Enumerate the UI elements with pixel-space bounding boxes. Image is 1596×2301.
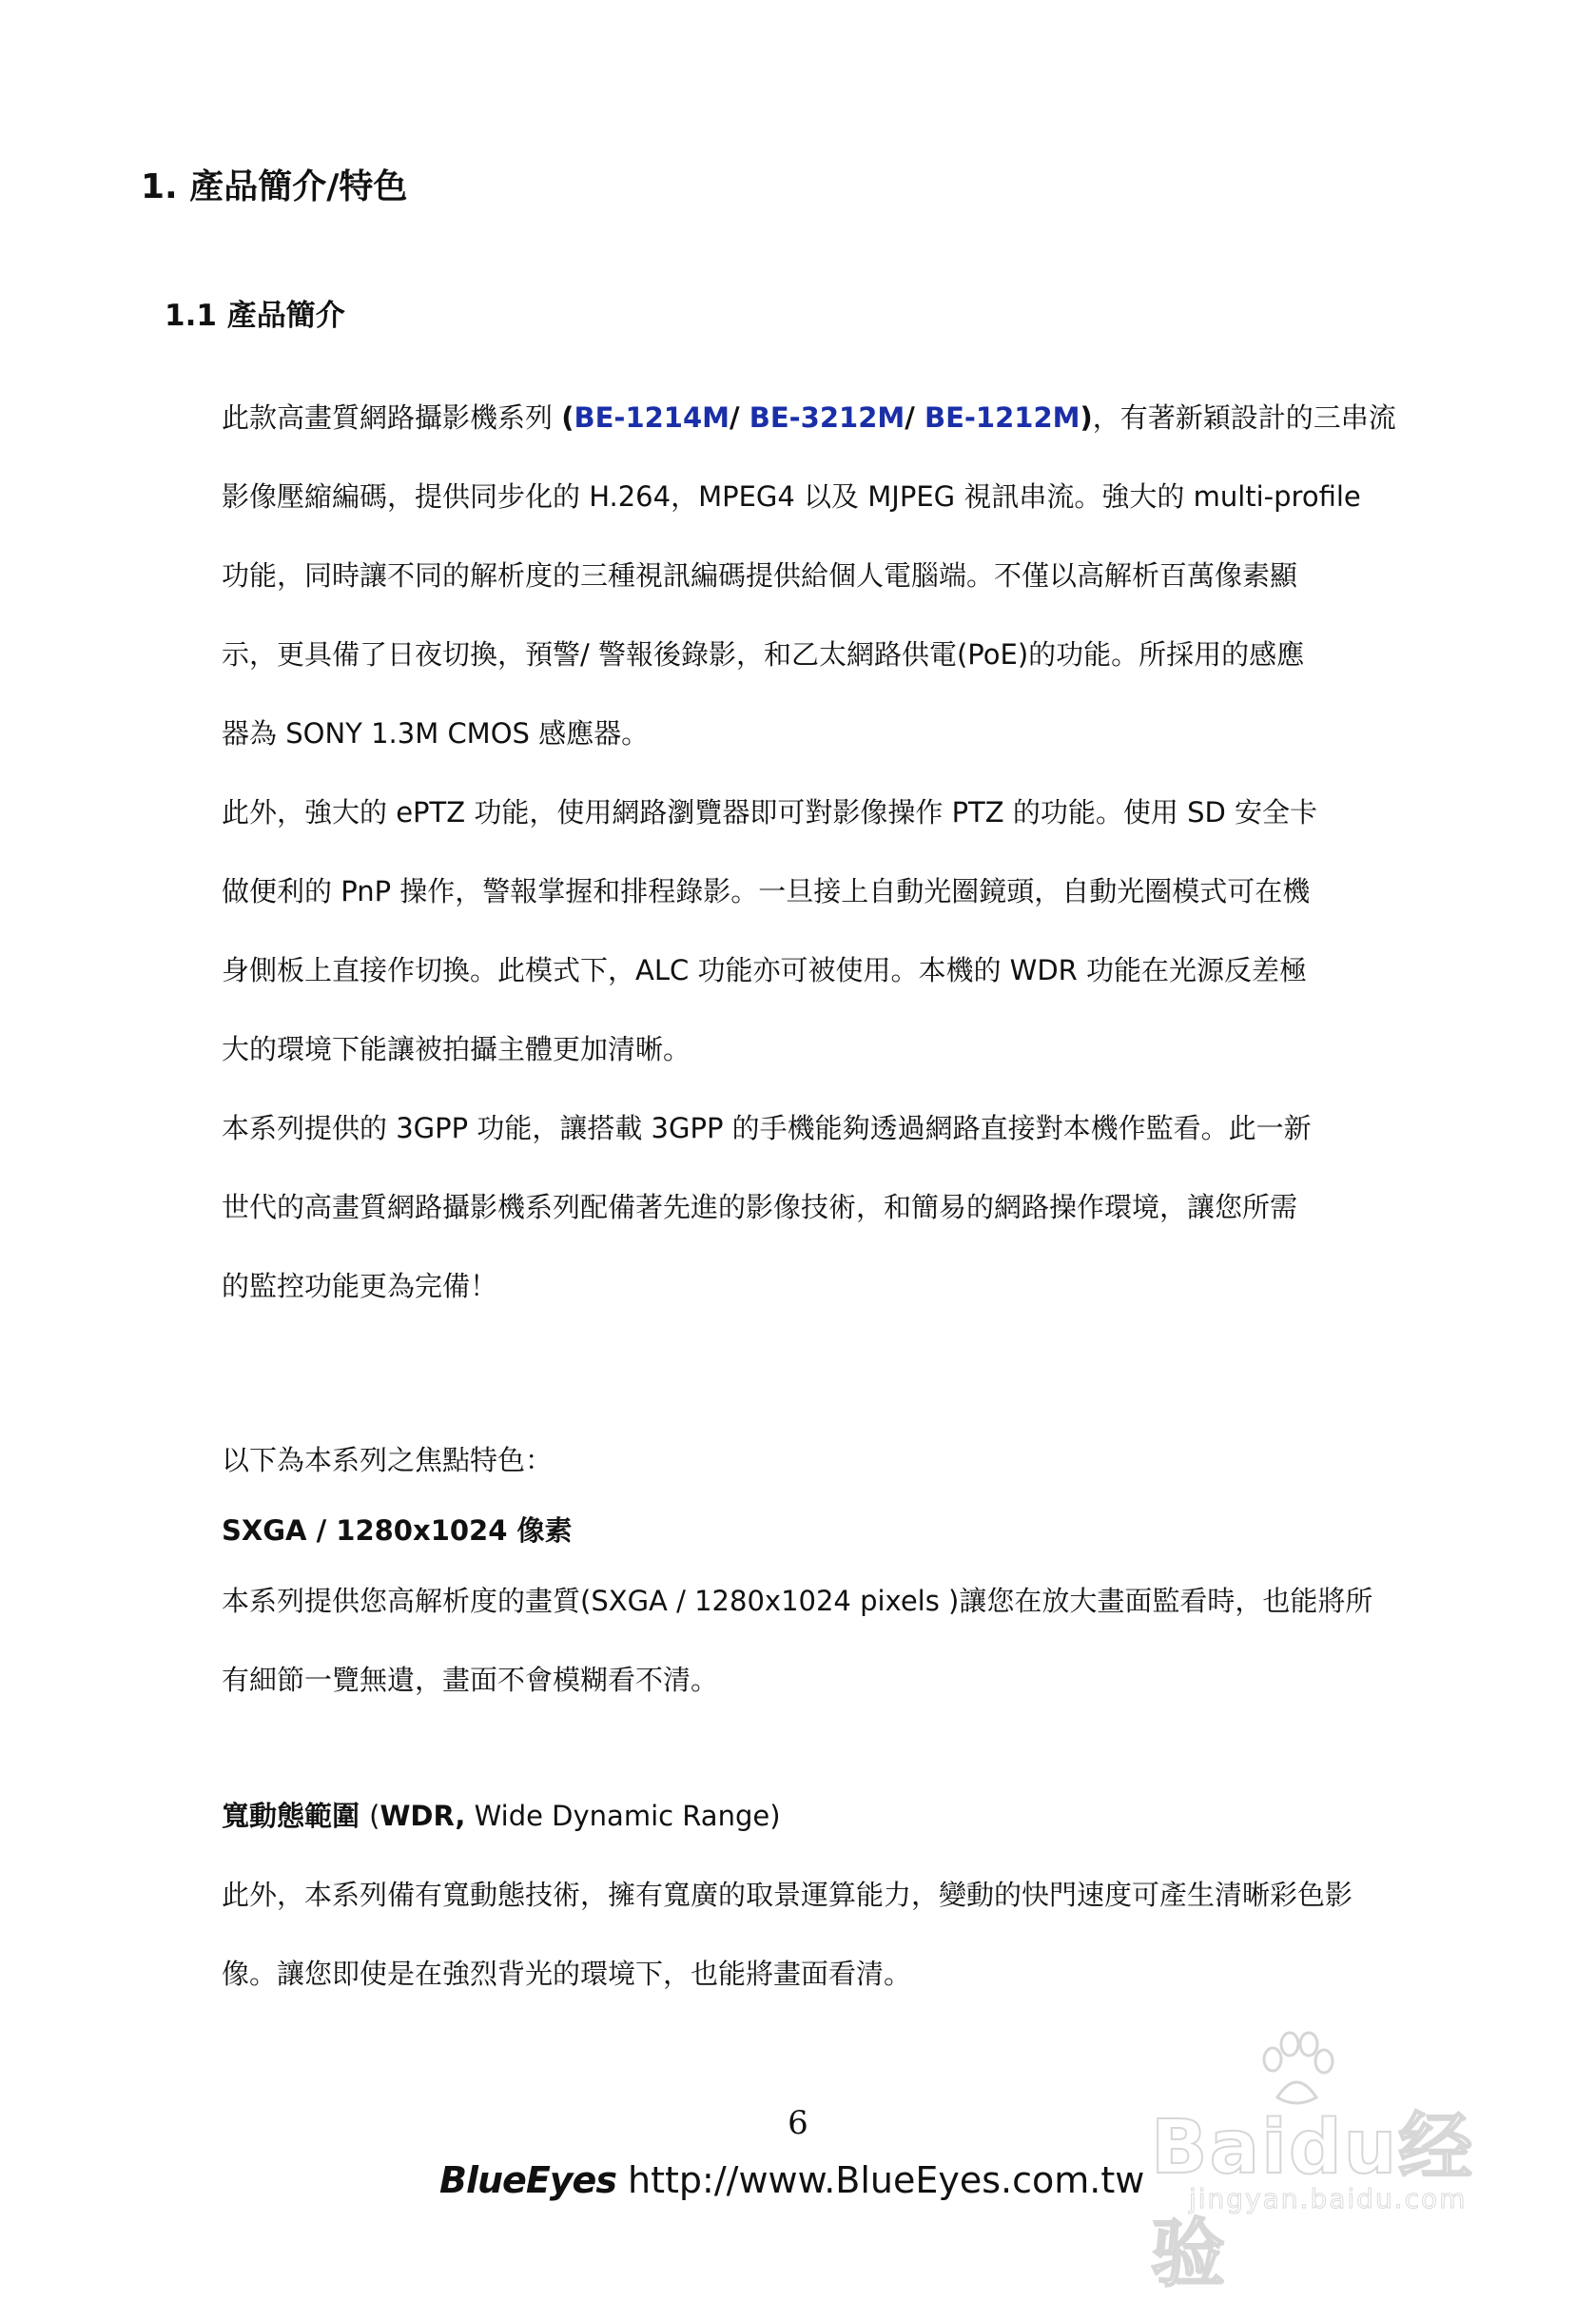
paragraph-1-line-1 bbox=[222, 379, 1430, 458]
spacer bbox=[222, 1720, 1430, 1777]
paragraph-2-line-1: 此外，強大的 ePTZ 功能，使用網路瀏覽器即可對影像操作 PTZ 的功能。使用 SD 安全卡 bbox=[222, 796, 1318, 829]
separator: / bbox=[730, 401, 749, 434]
model-be-3212m: BE-3212M bbox=[749, 401, 905, 434]
paren-close: ) bbox=[1080, 401, 1093, 434]
paragraph-2-line-2: 做便利的 PnP 操作，警報掌握和排程錄影。一旦接上自動光圈鏡頭，自動光圈模式可在機 bbox=[222, 875, 1311, 907]
paragraph-3-line-3: 的監控功能更為完備！ bbox=[222, 1270, 498, 1302]
paragraph-3-line-1: 本系列提供的 3GPP 功能，讓搭載 3GPP 的手機能夠透過網路直接對本機作監看。此一新 bbox=[222, 1112, 1312, 1144]
paragraph-3-line-2: 世代的高畫質網路攝影機系列配備著先進的影像技術，和簡易的網路操作環境，讓您所需 bbox=[222, 1191, 1298, 1223]
model-be-1214m: BE-1214M bbox=[574, 401, 730, 434]
brand-logo: BlueEyes bbox=[439, 2159, 616, 2201]
feature-sxga-line-2: 有細節一覽無遺，畫面不會模糊看不清。 bbox=[222, 1664, 719, 1696]
page-number: 6 bbox=[788, 2104, 808, 2142]
separator: / bbox=[905, 401, 925, 434]
watermark-url: jingyan.baidu.com bbox=[1189, 2183, 1468, 2214]
footer-brand-line bbox=[439, 2159, 1144, 2201]
paragraph-1-line-4: 示，更具備了日夜切換，預警/ 警報後錄影，和乙太網路供電(PoE)的功能。所採用的感應 bbox=[222, 638, 1305, 671]
wdr-rest: Wide Dynamic Range) bbox=[465, 1800, 781, 1832]
text-span: 此款高畫質網路攝影機系列 bbox=[222, 401, 562, 434]
feature-sxga-line-1: 本系列提供您高解析度的畫質(SXGA / 1280x1024 pixels )讓您在放大畫面監看時，也能將所 bbox=[222, 1585, 1373, 1617]
feature-wdr-line-1: 此外，本系列備有寬動態技術，擁有寬廣的取景運算能力，變動的快門速度可產生清晰彩色影 bbox=[222, 1879, 1353, 1911]
paragraph-2-line-3: 身側板上直接作切換。此模式下，ALC 功能亦可被使用。本機的 WDR 功能在光源反差極 bbox=[222, 954, 1308, 986]
paragraph-2-line-4: 大的環境下能讓被拍攝主體更加清晰。 bbox=[222, 1033, 691, 1065]
text-span: ，有著新穎設計的三串流 bbox=[1092, 401, 1396, 434]
feature-wdr-line-2: 像。讓您即使是在強烈背光的環境下，也能將畫面看清。 bbox=[222, 1958, 912, 1990]
paragraph-1-line-2: 影像壓縮編碼，提供同步化的 H.264，MPEG4 以及 MJPEG 視訊串流。強大的 multi-profile bbox=[222, 480, 1361, 513]
feature-sxga-title: SXGA / 1280x1024 像素 bbox=[222, 1514, 573, 1547]
wdr-title-bold: 寬動態範圍 bbox=[222, 1800, 370, 1832]
paren-open: ( bbox=[561, 401, 574, 434]
wdr-paren: ( bbox=[369, 1800, 380, 1832]
feature-wdr-title bbox=[222, 1777, 1430, 1856]
features-intro: 以下為本系列之焦點特色： bbox=[222, 1444, 554, 1476]
wdr-abbr: WDR, bbox=[380, 1800, 466, 1832]
paragraph-1-line-3: 功能，同時讓不同的解析度的三種視訊編碼提供給個人電腦端。不僅以高解析百萬像素顯 bbox=[222, 559, 1298, 592]
watermark-text: Baidu经验 bbox=[1151, 2105, 1475, 2297]
subsection-heading: 1.1 產品簡介 bbox=[165, 299, 345, 333]
baidu-watermark bbox=[1132, 2031, 1512, 2297]
model-be-1212m: BE-1212M bbox=[924, 401, 1080, 434]
spacer bbox=[222, 1326, 1430, 1421]
document-body bbox=[222, 379, 1430, 2014]
paragraph-1-line-5: 器為 SONY 1.3M CMOS 感應器。 bbox=[222, 717, 650, 750]
section-heading: 1. 產品簡介/特色 bbox=[141, 167, 408, 206]
website-link[interactable]: http://www.BlueEyes.com.tw bbox=[628, 2159, 1145, 2201]
